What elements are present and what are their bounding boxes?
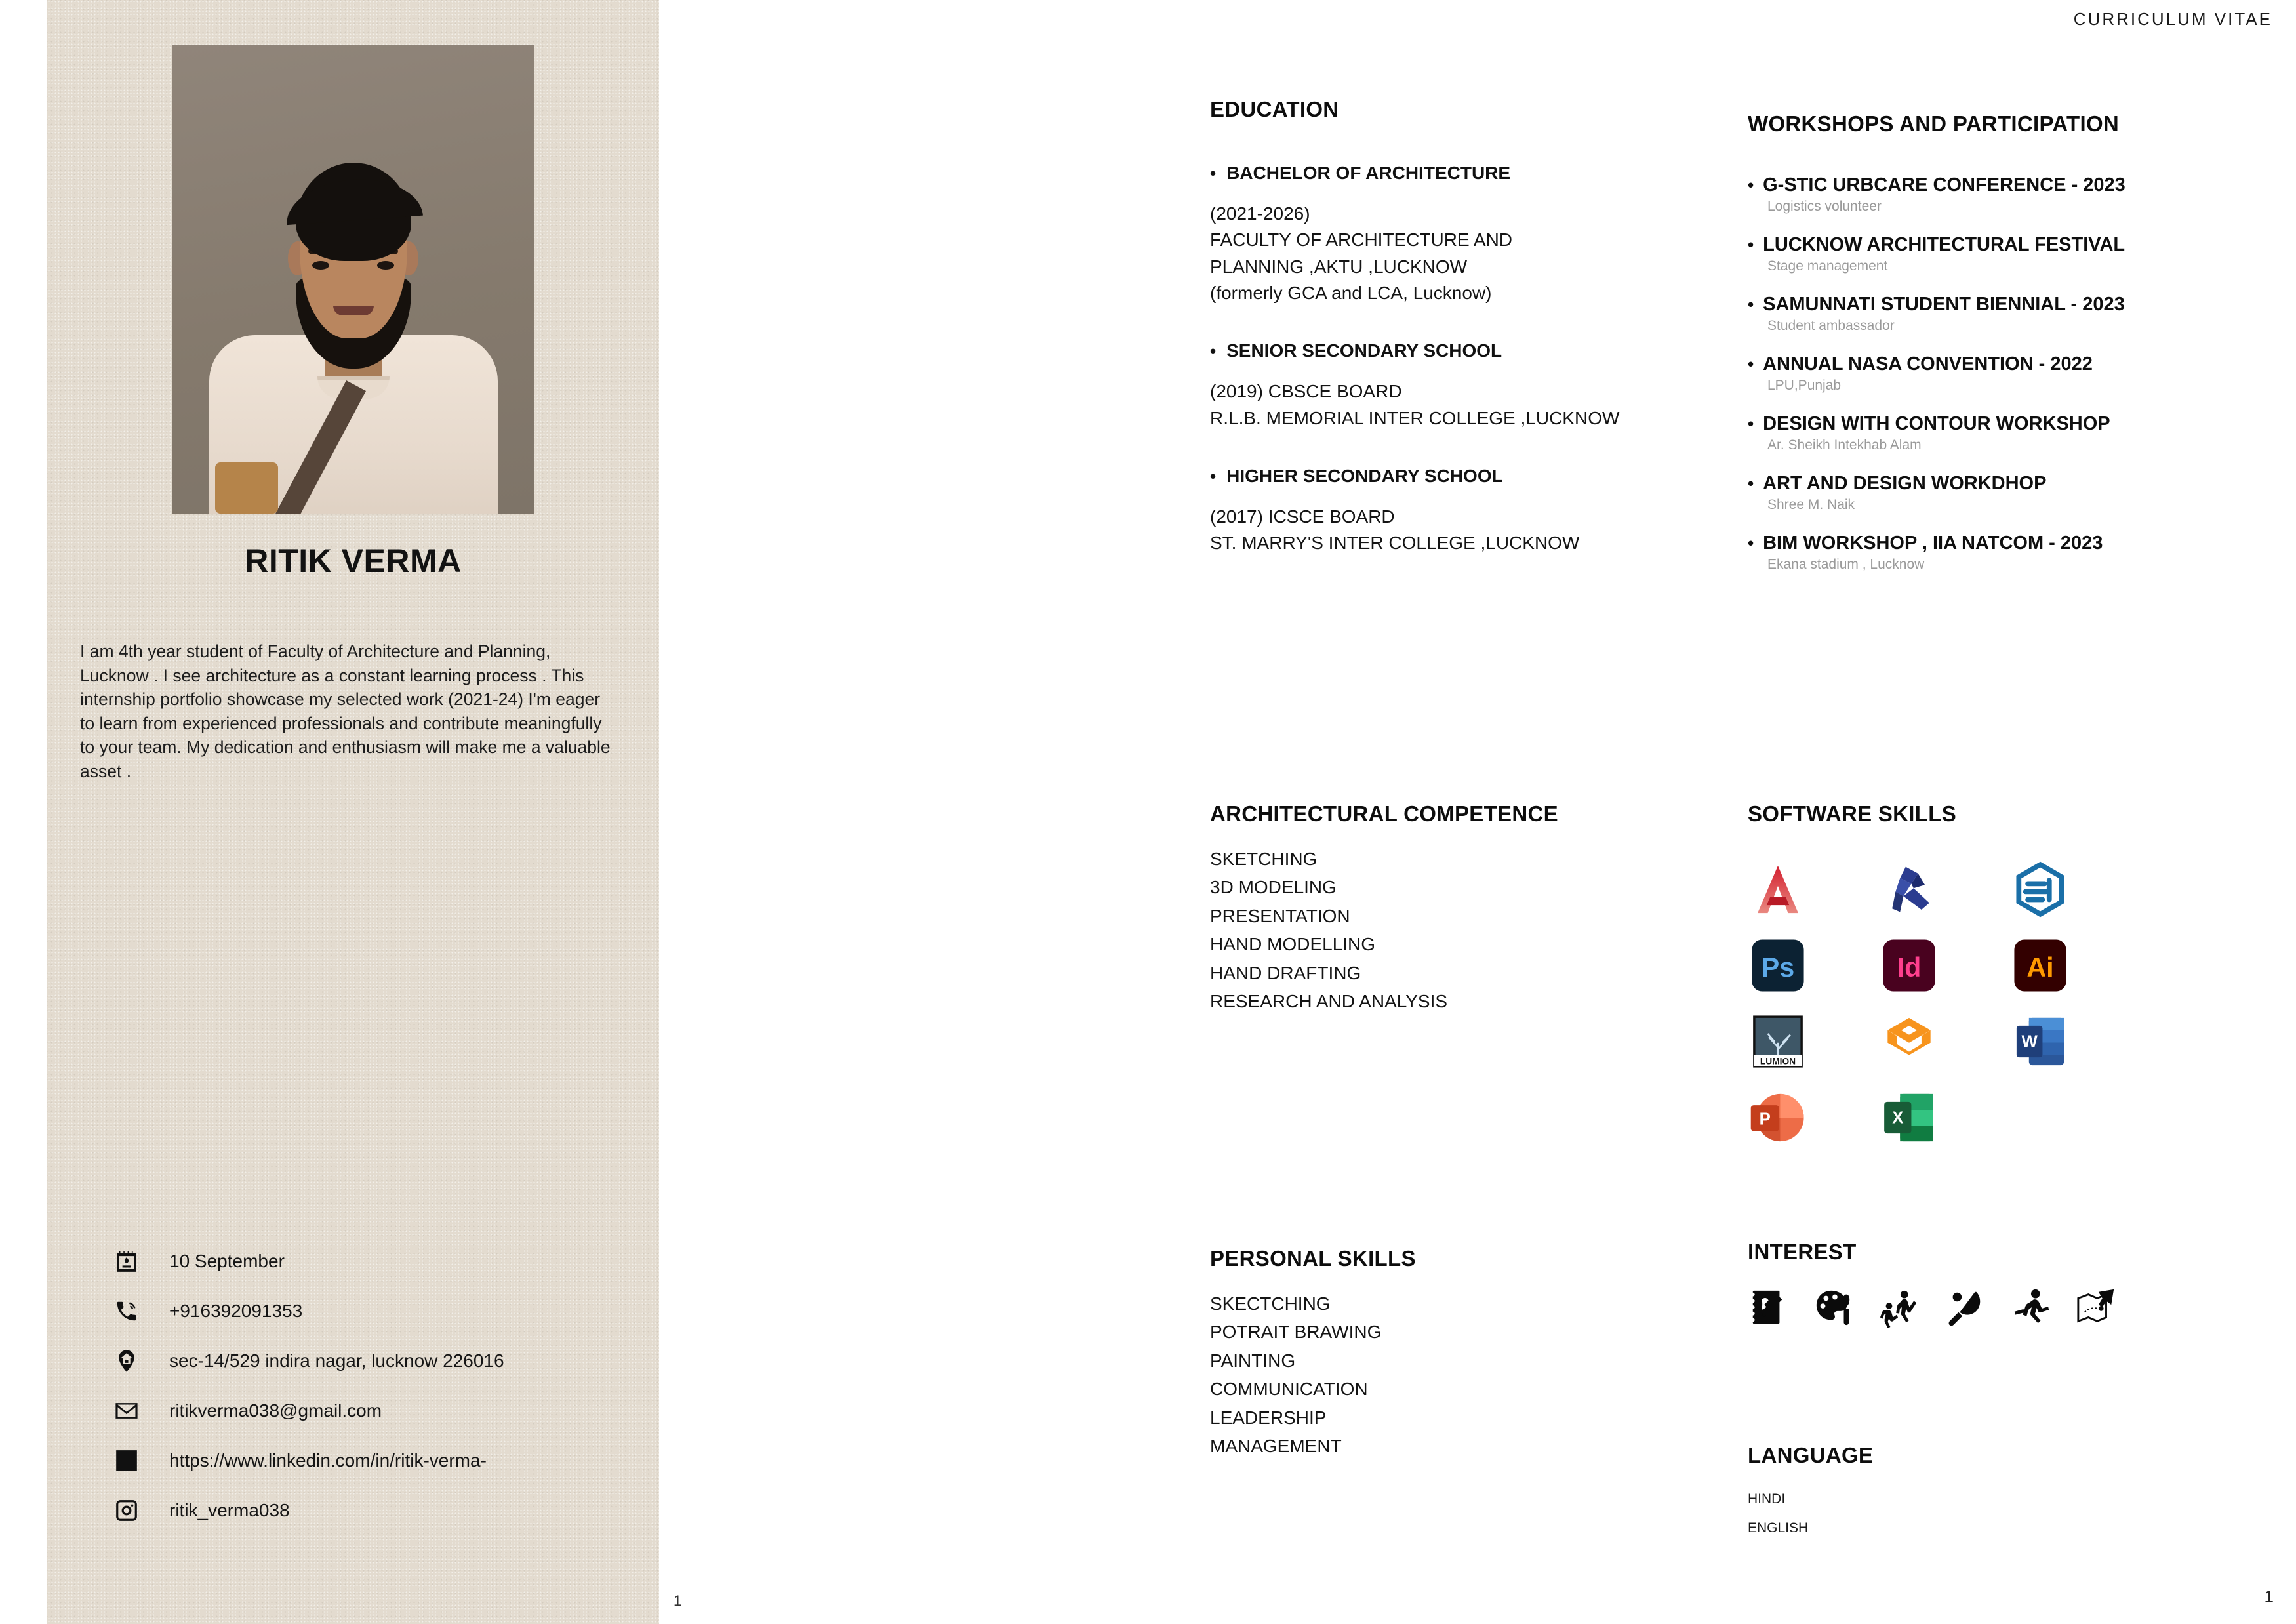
document-header-title: CURRICULUM VITAE bbox=[2073, 9, 2272, 29]
envelope-icon bbox=[111, 1396, 142, 1426]
list-item bbox=[1748, 533, 2272, 573]
svg-text:P: P bbox=[1759, 1110, 1771, 1129]
interest-title: INTEREST bbox=[1748, 1240, 1857, 1264]
list-item: 3D MODELING bbox=[1210, 877, 1337, 898]
palette-icon bbox=[1813, 1287, 1854, 1331]
workshop-name-row bbox=[1748, 473, 2272, 495]
software-skills-title: SOFTWARE SKILLS bbox=[1748, 802, 1956, 826]
contact-value[interactable]: ritik_verma038 bbox=[169, 1500, 290, 1520]
svg-text:X: X bbox=[1892, 1108, 1904, 1127]
powerpoint-icon bbox=[1748, 1087, 1808, 1148]
software-skills-section bbox=[1748, 802, 2272, 1156]
illustrator-icon bbox=[2010, 935, 2070, 996]
bullet-icon: • bbox=[1748, 175, 1754, 195]
list-item: LEADERSHIP bbox=[1210, 1407, 1327, 1428]
list-item: MANAGEMENT bbox=[1210, 1435, 1342, 1456]
workshop-name-row bbox=[1748, 294, 2272, 315]
workshops-section bbox=[1748, 112, 2272, 592]
workshops-list bbox=[1748, 174, 2272, 573]
workshop-name-row bbox=[1748, 533, 2272, 554]
workshop-role: Ekana stadium , Lucknow bbox=[1767, 557, 1925, 572]
photo-bag bbox=[215, 462, 278, 514]
education-item bbox=[1210, 340, 1728, 432]
bullet-icon: • bbox=[1748, 235, 1754, 254]
svg-text:Ps: Ps bbox=[1761, 952, 1795, 983]
contact-row-linkedin[interactable] bbox=[111, 1436, 636, 1486]
running-icon bbox=[2010, 1287, 2051, 1331]
education-degree: SENIOR SECONDARY SCHOOL bbox=[1226, 340, 1502, 361]
education-line: ST. MARRY'S INTER COLLEGE ,LUCKNOW bbox=[1210, 533, 1580, 554]
profile-bio: I am 4th year student of Faculty of Architecture and Planning, Lucknow . I see architecture as a constant learning process . This internship portfolio showcase my selected work (2021-24) I'm eager to learn from experienced professionals and contribute meaningfully to your team. My dedication and enthusiasm will make me a valuable asset . bbox=[80, 641, 611, 781]
workshop-role: LPU,Punjab bbox=[1767, 378, 1842, 393]
education-degree-head bbox=[1210, 163, 1728, 184]
workshop-name-row bbox=[1748, 234, 2272, 256]
workshop-name: G-STIC URBCARE CONFERENCE - 2023 bbox=[1763, 174, 2125, 195]
list-item: SKETCHING bbox=[1210, 849, 1318, 869]
list-item bbox=[1748, 294, 2272, 334]
workshop-role: Shree M. Naik bbox=[1767, 497, 1855, 512]
photo-eye-left bbox=[312, 261, 329, 270]
list-item: POTRAIT BRAWING bbox=[1210, 1322, 1382, 1343]
education-degree: HIGHER SECONDARY SCHOOL bbox=[1226, 465, 1503, 486]
education-detail bbox=[1210, 504, 1728, 557]
workshop-name-row bbox=[1748, 413, 2272, 435]
education-detail bbox=[1210, 201, 1728, 306]
education-section bbox=[1210, 97, 1728, 557]
workshop-name: ART AND DESIGN WORKDHOP bbox=[1763, 473, 2047, 494]
list-item: COMMUNICATION bbox=[1210, 1379, 1368, 1400]
education-degree-head bbox=[1210, 340, 1728, 361]
enscape-icon bbox=[1879, 1011, 1939, 1072]
workshop-role: Stage management bbox=[1767, 258, 1888, 274]
contact-row-phone bbox=[111, 1286, 636, 1336]
contact-value: 10 September bbox=[169, 1251, 285, 1271]
bullet-icon: • bbox=[1210, 163, 1217, 183]
calendar-icon bbox=[111, 1246, 142, 1276]
sketchup-icon bbox=[2010, 859, 2070, 920]
workshops-title: WORKSHOPS AND PARTICIPATION bbox=[1748, 112, 2120, 136]
list-item bbox=[1748, 413, 2272, 453]
tabletennis-icon bbox=[1944, 1287, 1985, 1331]
architectural-competence-list bbox=[1210, 845, 1728, 1015]
contact-value[interactable]: https://www.linkedin.com/in/ritik-verma- bbox=[169, 1450, 487, 1471]
education-line: (formerly GCA and LCA, Lucknow) bbox=[1210, 282, 1492, 303]
contact-row-email bbox=[111, 1386, 636, 1436]
svg-text:W: W bbox=[2021, 1032, 2038, 1051]
software-skills-grid bbox=[1748, 851, 2272, 1156]
list-item bbox=[1748, 473, 2272, 513]
interest-section bbox=[1748, 1240, 2272, 1331]
workshop-name-row bbox=[1748, 174, 2272, 196]
excel-icon bbox=[1879, 1087, 1939, 1148]
list-item: HAND DRAFTING bbox=[1210, 962, 1361, 983]
workshop-name: BIM WORKSHOP , IIA NATCOM - 2023 bbox=[1763, 533, 2103, 554]
interest-icons-row bbox=[1748, 1287, 2272, 1331]
workshop-name: DESIGN WITH CONTOUR WORKSHOP bbox=[1763, 413, 2110, 434]
architectural-competence-title: ARCHITECTURAL COMPETENCE bbox=[1210, 802, 1558, 826]
sketchbook-icon bbox=[1748, 1287, 1788, 1331]
education-line: R.L.B. MEMORIAL INTER COLLEGE ,LUCKNOW bbox=[1210, 407, 1620, 428]
contact-value: sec-14/529 indira nagar, lucknow 226016 bbox=[169, 1350, 504, 1371]
list-item: SKECTCHING bbox=[1210, 1293, 1331, 1314]
contact-value: +916392091353 bbox=[169, 1301, 303, 1321]
bullet-icon: • bbox=[1748, 533, 1754, 553]
linkedin-icon bbox=[111, 1446, 142, 1476]
photo-eye-right bbox=[377, 261, 394, 270]
home-pin-icon bbox=[111, 1346, 142, 1376]
bullet-icon: • bbox=[1748, 354, 1754, 374]
language-title: LANGUAGE bbox=[1748, 1443, 1874, 1467]
education-title: EDUCATION bbox=[1210, 97, 1339, 121]
contact-row-address bbox=[111, 1336, 636, 1386]
language-list bbox=[1748, 1485, 2272, 1543]
autocad-icon bbox=[1748, 859, 1808, 920]
workshop-role: Student ambassador bbox=[1767, 318, 1895, 333]
bullet-icon: • bbox=[1748, 474, 1754, 493]
workshop-name: ANNUAL NASA CONVENTION - 2022 bbox=[1763, 354, 2093, 375]
list-item: PAINTING bbox=[1210, 1350, 1296, 1371]
workshop-role: Logistics volunteer bbox=[1767, 199, 1882, 214]
education-detail bbox=[1210, 378, 1728, 432]
svg-text:Id: Id bbox=[1897, 952, 1922, 983]
education-item bbox=[1210, 466, 1728, 557]
instagram-icon bbox=[111, 1495, 142, 1526]
contact-row-birthday bbox=[111, 1236, 636, 1286]
workshop-name-row bbox=[1748, 354, 2272, 375]
education-line: (2021-2026) bbox=[1210, 203, 1310, 224]
indesign-icon bbox=[1879, 935, 1939, 996]
language-section bbox=[1748, 1443, 2272, 1543]
svg-text:LUMION: LUMION bbox=[1760, 1056, 1796, 1066]
education-line: FACULTY OF ARCHITECTURE AND bbox=[1210, 230, 1513, 251]
architectural-competence-section bbox=[1210, 802, 1728, 1015]
left-page-number: 1 bbox=[674, 1593, 682, 1609]
education-line: PLANNING ,AKTU ,LUCKNOW bbox=[1210, 256, 1468, 277]
page-number: 1 bbox=[2264, 1587, 2274, 1606]
education-line: (2017) ICSCE BOARD bbox=[1210, 506, 1395, 527]
workshop-name: LUCKNOW ARCHITECTURAL FESTIVAL bbox=[1763, 234, 2125, 255]
travel-map-icon bbox=[2076, 1287, 2116, 1331]
list-item: ENGLISH bbox=[1748, 1520, 1809, 1536]
word-icon bbox=[2010, 1011, 2070, 1072]
contact-list bbox=[111, 1236, 636, 1535]
education-degree: BACHELOR OF ARCHITECTURE bbox=[1226, 163, 1511, 183]
contact-value: ritikverma038@gmail.com bbox=[169, 1400, 382, 1421]
personal-skills-list bbox=[1210, 1289, 1728, 1460]
revit-icon bbox=[1879, 859, 1939, 920]
list-item: HINDI bbox=[1748, 1492, 1786, 1507]
workshop-role: Ar. Sheikh Intekhab Alam bbox=[1767, 437, 1922, 453]
workshop-name: SAMUNNATI STUDENT BIENNIAL - 2023 bbox=[1763, 294, 2125, 315]
photoshop-icon bbox=[1748, 935, 1808, 996]
list-item bbox=[1748, 234, 2272, 274]
profile-photo bbox=[172, 45, 534, 514]
contact-row-instagram[interactable] bbox=[111, 1486, 636, 1535]
lumion-icon bbox=[1748, 1011, 1808, 1072]
bullet-icon: • bbox=[1748, 294, 1754, 314]
page-title: RITIK VERMA bbox=[245, 542, 462, 579]
personal-skills-section bbox=[1210, 1246, 1728, 1460]
svg-text:Ai: Ai bbox=[2026, 952, 2054, 983]
phone-icon bbox=[111, 1296, 142, 1326]
education-item bbox=[1210, 163, 1728, 306]
education-degree-head bbox=[1210, 466, 1728, 487]
education-line: (2019) CBSCE BOARD bbox=[1210, 381, 1402, 402]
bullet-icon: • bbox=[1210, 341, 1217, 361]
list-item: PRESENTATION bbox=[1210, 905, 1350, 926]
personal-skills-title: PERSONAL SKILLS bbox=[1210, 1246, 1416, 1270]
bullet-icon: • bbox=[1748, 414, 1754, 434]
photo-mouth bbox=[333, 306, 374, 315]
list-item bbox=[1748, 354, 2272, 394]
bullet-icon: • bbox=[1210, 466, 1217, 486]
list-item: RESEARCH AND ANALYSIS bbox=[1210, 990, 1448, 1011]
list-item bbox=[1748, 174, 2272, 214]
list-item: HAND MODELLING bbox=[1210, 934, 1376, 955]
dancing-icon bbox=[1879, 1287, 1920, 1331]
